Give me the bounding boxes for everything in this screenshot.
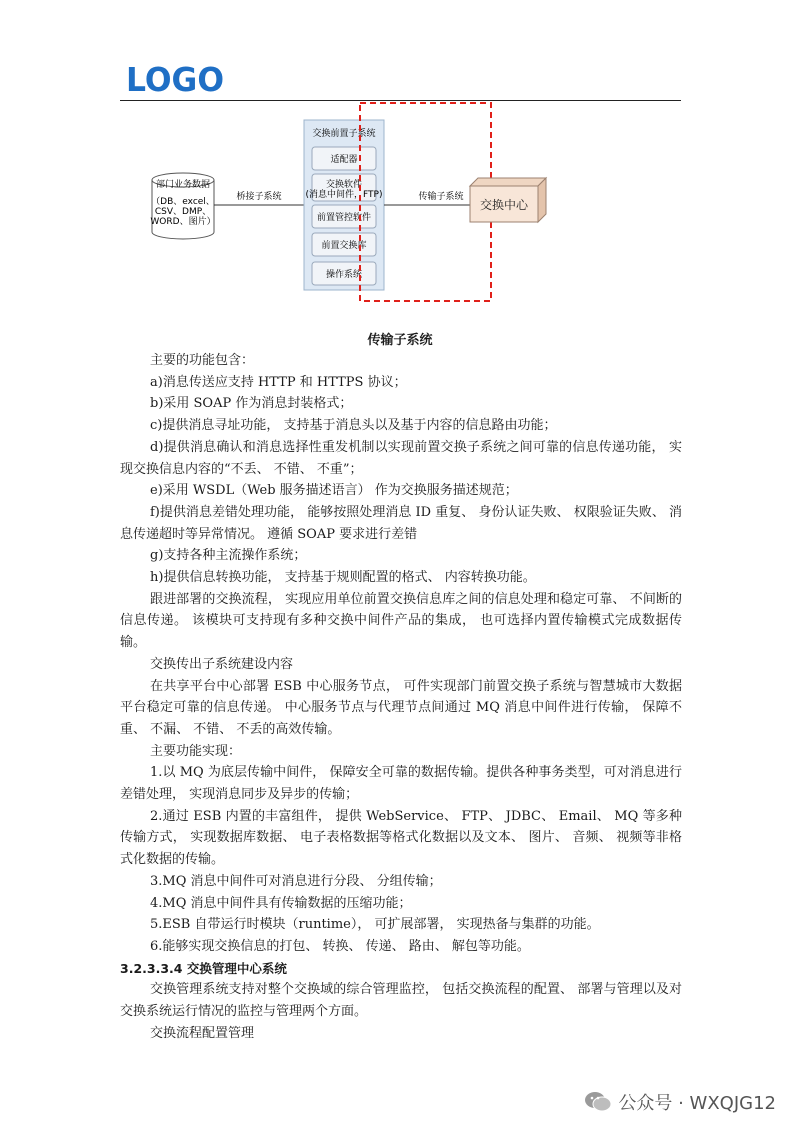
architecture-diagram [0, 0, 800, 320]
paragraph: h)提供信息转换功能， 支持基于规则配置的格式、 内容转换功能。 [150, 570, 536, 586]
transport-label: 传输子系统 [418, 192, 464, 202]
paragraph: d)提供消息确认和消息选择性重发机制以实现前置交换子系统之间可靠的信息传递功能， 实现交换信息内容的“不丢、 不错、 不重”； [120, 439, 682, 477]
center-label: 交换中心 [479, 198, 529, 212]
module-sublabel: (消息中间件，FTP) [305, 190, 383, 200]
paragraph: f)提供消息差错处理功能， 能够按照处理消息 ID 重复、 身份认证失败、 权限验证失败、 消息传递超时等异常情况。 遵循 SOAP 要求进行差错 [120, 504, 682, 542]
paragraph: 4.MQ 消息中间件具有传输数据的压缩功能； [150, 895, 412, 911]
watermark [584, 1088, 776, 1116]
paragraph: 1.以 MQ 为底层传输中间件， 保障安全可靠的数据传输。提供各种事务类型，可对消息进行差错处理， 实现消息同步及异步的传输； [120, 765, 682, 803]
paragraph: b)采用 SOAP 作为消息封装格式； [150, 396, 353, 412]
bridge-label: 桥接子系统 [236, 192, 282, 202]
db-title: 部门业务数据 [155, 180, 211, 190]
paragraph: a)消息传送应支持 HTTP 和 HTTPS 协议； [150, 374, 407, 390]
paragraph: 6.能够实现交换信息的打包、 转换、 传递、 路由、 解包等功能。 [150, 938, 530, 954]
module-label: 操作系统 [325, 270, 363, 280]
module-label: 适配器 [330, 155, 358, 165]
watermark-text: 公众号 · WXQJG12 [618, 1093, 776, 1114]
paragraph: 交换管理系统支持对整个交换域的综合管理监控， 包括交换流程的配置、 部署与管理以及对交换系统运行情况的监控与管理两个方面。 [120, 982, 682, 1020]
paragraph: 3.MQ 消息中间件可对消息进行分段、 分组传输； [150, 873, 442, 889]
paragraph: 交换传出子系统建设内容 [150, 656, 294, 672]
paragraph: 主要的功能包含： [150, 353, 255, 368]
paragraph: 主要功能实现： [150, 743, 242, 759]
module-label: 前置管控软件 [316, 213, 372, 223]
paragraph: e)采用 WSDL（Web 服务描述语言） 作为交换服务描述规范； [150, 483, 518, 499]
exchange-center-box [470, 178, 546, 222]
paragraph: 交换流程配置管理 [150, 1025, 255, 1041]
db-item-3: WORD、图片） [150, 217, 216, 227]
paragraph: 在共享平台中心部署 ESB 中心服务节点， 可件实现部门前置交换子系统与智慧城市大数据平台稳定可靠的信息传递。 中心服务节点与代理节点间通过 MQ 消息中间件进行传输， 保障不重、 不漏、 不错、 不丢的高效传输。 [120, 678, 682, 737]
module-label: 交换软件 [325, 180, 363, 190]
figure-caption: 传输子系统 [367, 333, 433, 348]
paragraph: c)提供消息寻址功能， 支持基于消息头以及基于内容的信息路由功能； [150, 418, 557, 434]
paragraph: 2.通过 ESB 内置的丰富组件， 提供 WebService、 FTP、 JDBC、 Email、 MQ 等多种传输方式， 实现数据库数据、 电子表格数据等格式化数据以及文本、 图片、 音频、 视频等非格式化数据的传输。 [120, 808, 682, 868]
logo-text: LOGO [126, 64, 224, 94]
paragraph: 5.ESB 自带运行时模块（runtime）， 可扩展部署， 实现热备与集群的功能。 [150, 917, 600, 933]
module-list [306, 147, 383, 285]
paragraph: g)支持各种主流操作系统； [150, 548, 307, 564]
db-item-1: （DB、excel、 [151, 197, 215, 207]
module-label: 前置交换库 [321, 241, 367, 251]
wechat-icon [584, 1090, 612, 1114]
paragraph: 跟进部署的交换流程， 实现应用单位前置交换信息库之间的信息处理和稳定可靠、 不间断的信息传递。 该模块可支持现有多种交换中间件产品的集成， 也可选择内置传输模式完成数据传输。 [120, 591, 682, 651]
database-cylinder [150, 173, 215, 239]
frontend-title: 交换前置子系统 [312, 129, 376, 139]
document-body [120, 350, 682, 1045]
db-item-2: CSV、DMP、 [154, 207, 212, 217]
section-heading: 3.2.3.3.4 交换管理中心系统 [120, 960, 287, 976]
